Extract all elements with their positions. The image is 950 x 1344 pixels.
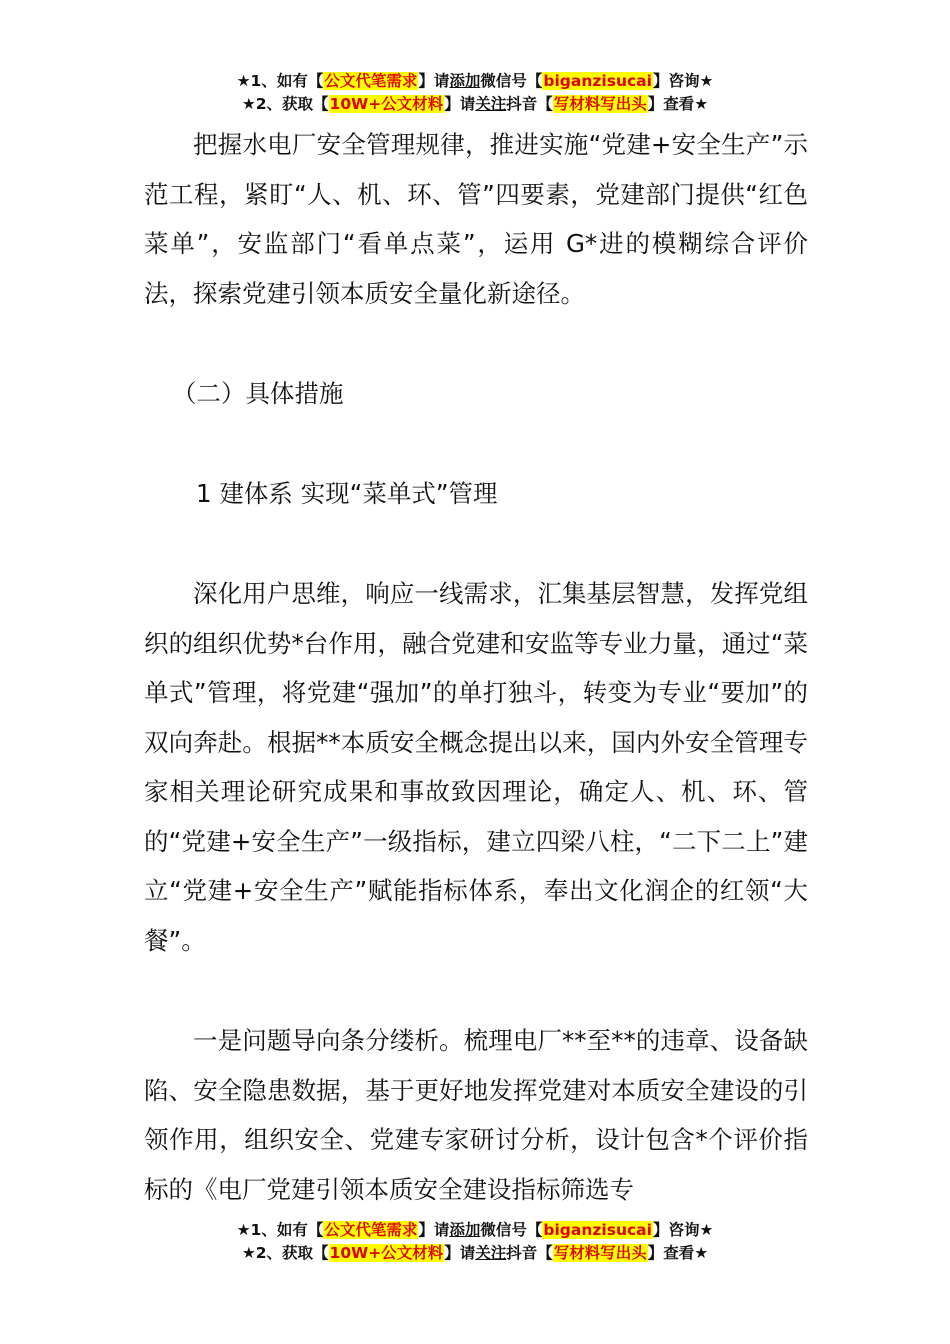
banner-underlined-text: 添加 (449, 72, 481, 90)
banner-highlight: biganzisucai (543, 72, 652, 90)
banner-highlight: 公文代笔需求 (324, 72, 418, 90)
banner-text: 】咨询★ (652, 72, 714, 90)
header-banner-line-2 (0, 93, 950, 115)
banner-underlined-text: 关注 (475, 1244, 507, 1262)
banner-highlight: 公文代笔需求 (324, 1221, 418, 1239)
banner-highlight: 写材料写出头 (553, 95, 647, 113)
banner-highlight: 写材料写出头 (553, 1244, 647, 1262)
banner-text: 】请 (444, 95, 476, 113)
footer-banner-line-2 (0, 1242, 950, 1264)
subsection-heading: 1 建体系 实现“菜单式”管理 (196, 479, 498, 508)
banner-highlight: 10W+公文材料 (329, 95, 444, 113)
banner-text: 抖音【 (506, 95, 553, 113)
banner-text: 】查看★ (647, 95, 709, 113)
banner-underlined-text: 添加 (449, 1221, 481, 1239)
banner-text: 】请 (418, 72, 450, 90)
banner-text: 抖音【 (506, 1244, 553, 1262)
banner-text: 】请 (444, 1244, 476, 1262)
banner-underlined-text: 关注 (475, 95, 507, 113)
banner-text: 】咨询★ (652, 1221, 714, 1239)
paragraph-intro: 把握水电厂安全管理规律，推进实施“党建+安全生产”示范工程，紧盯“人、机、环、管”四要素，党建部门提供“红色菜单”，安监部门“看单点菜”，运用 G*进的模糊综合评价法，探索党建引领本质安全量化新途径。 (144, 130, 808, 308)
banner-text: 微信号【 (480, 1221, 543, 1239)
header-banner-line-1 (0, 70, 950, 92)
banner-text: ★2、获取【 (241, 95, 329, 113)
banner-text: 微信号【 (480, 72, 543, 90)
banner-highlight: biganzisucai (543, 1221, 652, 1239)
paragraph-problem-oriented: 一是问题导向条分缕析。梳理电厂**至**的违章、设备缺陷、安全隐患数据，基于更好地发挥党建对本质安全建设的引领作用，组织安全、党建专家研讨分析，设计包含*个评价指标的《电厂党建引领本质安全建设指标筛选专 (144, 1026, 808, 1204)
banner-text: 】请 (418, 1221, 450, 1239)
paragraph-menu-management: 深化用户思维，响应一线需求，汇集基层智慧，发挥党组织的组织优势*台作用，融合党建和安监等专业力量，通过“菜单式”管理，将党建“强加”的单打独斗，转变为专业“要加”的双向奔赴。根据**本质安全概念提出以来，国内外安全管理专家相关理论研究成果和事故致因理论，确定人、机、环、管的“党建+安全生产”一级指标，建立四梁八柱，“二下二上”建立“党建+安全生产”赋能指标体系，奉出文化润企的红领“大餐”。 (144, 579, 808, 955)
banner-text: ★2、获取【 (241, 1244, 329, 1262)
banner-text: ★1、如有【 (236, 72, 324, 90)
banner-text: 】查看★ (647, 1244, 709, 1262)
footer-banner-line-1 (0, 1219, 950, 1241)
section-heading: （二）具体措施 (172, 379, 344, 408)
banner-highlight: 10W+公文材料 (329, 1244, 444, 1262)
banner-text: ★1、如有【 (236, 1221, 324, 1239)
